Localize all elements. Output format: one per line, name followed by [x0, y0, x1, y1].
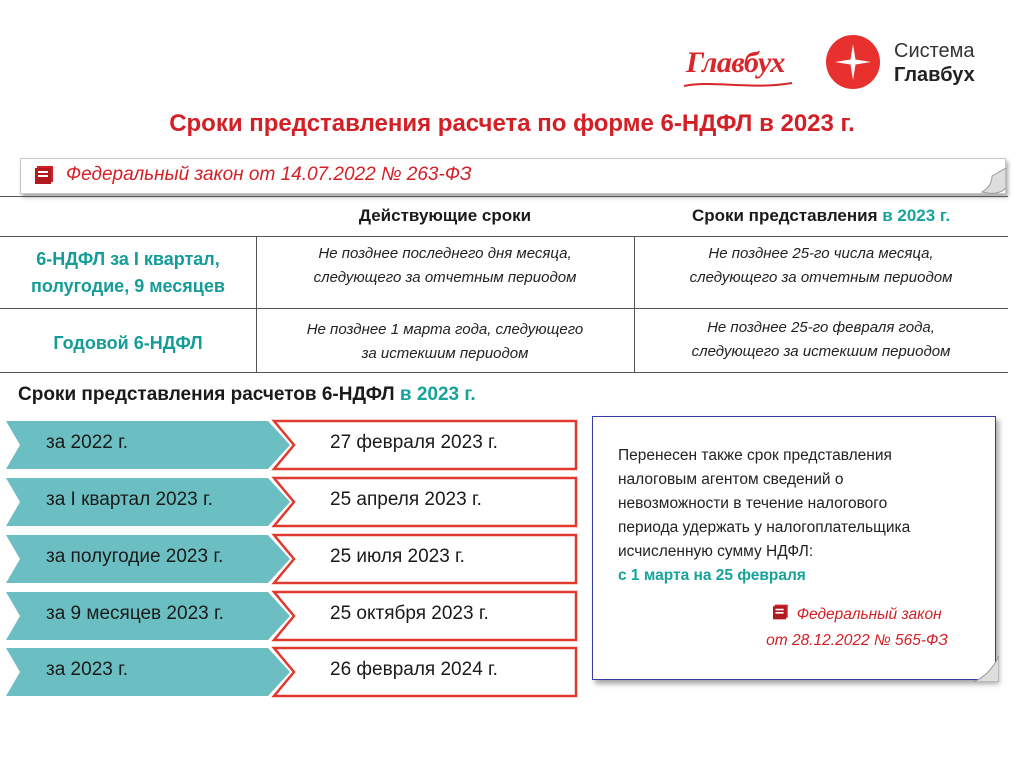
logo-line-2: Главбух [894, 64, 975, 86]
law-banner-text: Федеральный закон от 14.07.2022 № 263-ФЗ [66, 164, 472, 185]
cell-2023-annual: Не позднее 25-го февраля года, следующего за истекшим периодом [691, 319, 951, 360]
deadlines-title: Сроки представления расчетов 6-НДФЛ в 2023 г. [18, 384, 476, 405]
logo-swoosh-icon [682, 80, 794, 90]
deadline-date: 25 октября 2023 г. [330, 603, 489, 624]
column-header-2023: Сроки представления в 2023 г. [691, 206, 951, 225]
page-title: Сроки представления расчета по форме 6-НДФЛ в 2023 г. [169, 110, 855, 137]
cell-current-quarterly: Не позднее последнего дня месяца, следующего за отчетным периодом [313, 245, 577, 286]
deadline-period: за 2023 г. [46, 659, 128, 680]
star-icon [826, 35, 880, 89]
comparison-table [0, 196, 1024, 376]
law-banner [20, 158, 1004, 194]
book-icon [772, 603, 792, 621]
table-header-border [0, 236, 1008, 237]
deadline-date: 26 февраля 2024 г. [330, 659, 498, 680]
note-box [592, 416, 996, 680]
sistema-glavbukh-logo [826, 33, 1016, 93]
note-highlight: с 1 марта на 25 февраля [618, 567, 806, 584]
deadline-date: 25 апреля 2023 г. [330, 489, 482, 510]
deadline-row [6, 533, 582, 587]
page-curl-icon [973, 656, 999, 682]
note-law-reference: Федеральный закон от 28.12.2022 № 565-ФЗ [732, 602, 982, 654]
cell-2023-quarterly: Не позднее 25-го числа месяца, следующего за отчетным периодом [689, 245, 953, 286]
page-curl-icon [978, 168, 1006, 196]
deadline-row [6, 646, 582, 700]
cell-current-annual: Не позднее 1 марта года, следующего за истекшим периодом [306, 321, 584, 362]
deadline-row [6, 419, 582, 473]
book-icon [34, 164, 58, 186]
row-label-annual: Годовой 6-НДФЛ [53, 333, 203, 353]
table-row-border [0, 308, 1008, 309]
deadline-period: за I квартал 2023 г. [46, 489, 213, 510]
deadline-date: 27 февраля 2023 г. [330, 432, 498, 453]
deadline-row [6, 476, 582, 530]
deadline-row [6, 590, 582, 644]
table-bottom-border [0, 372, 1008, 373]
table-top-border [0, 196, 1008, 197]
glavbukh-logo-text: Главбух [686, 46, 785, 79]
deadline-period: за полугодие 2023 г. [46, 546, 224, 567]
note-text: Перенесен также срок представления налоговым агентом сведений о невозможности в течение налогового периода удержать у налогоплательщика исчисленную сумму НДФЛ: с 1 марта на 25 февраля [618, 444, 978, 588]
column-header-current: Действующие сроки [358, 206, 532, 225]
deadline-period: за 2022 г. [46, 432, 128, 453]
deadline-period: за 9 месяцев 2023 г. [46, 603, 224, 624]
deadline-date: 25 июля 2023 г. [330, 546, 465, 567]
logo-line-1: Система [894, 40, 975, 62]
row-label-quarterly: 6-НДФЛ за I квартал, полугодие, 9 месяцев [31, 249, 225, 296]
glavbukh-logo [680, 32, 800, 94]
